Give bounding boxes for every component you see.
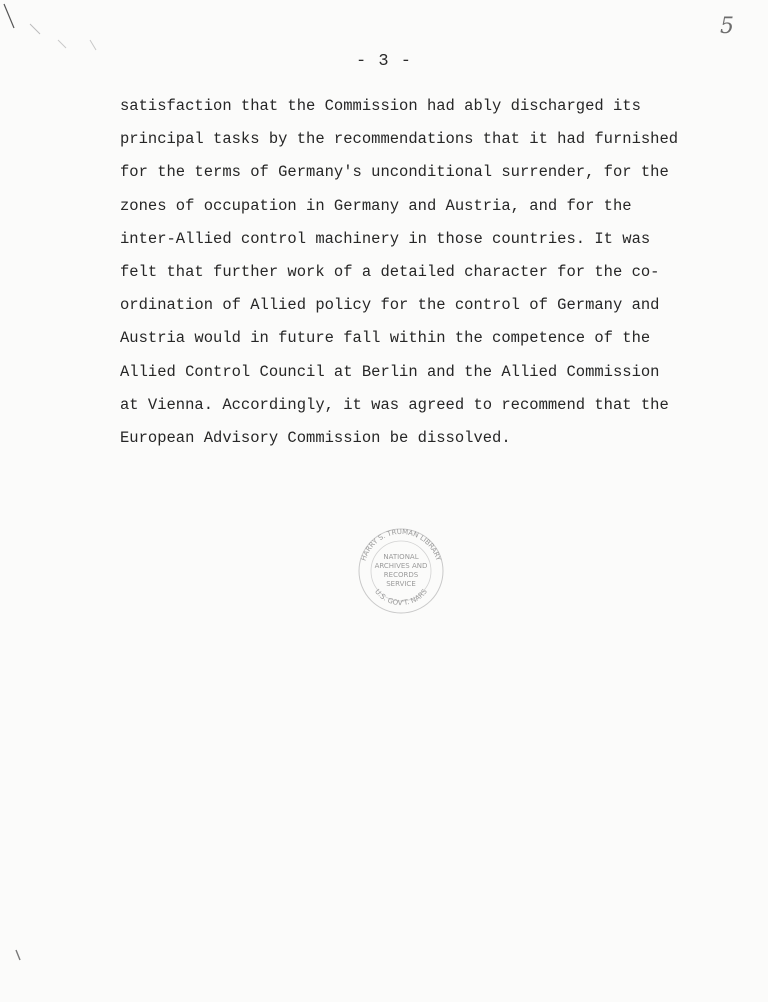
paragraph-line: ordination of Allied policy for the control of Germany and: [120, 296, 660, 315]
svg-text:U.S. GOV'T. NARS: [373, 587, 429, 607]
stamp-center-line: ARCHIVES AND: [374, 562, 428, 570]
stamp-center-line: NATIONAL: [383, 553, 419, 561]
archive-stamp: [352, 525, 450, 615]
stamp-center-line: RECORDS: [383, 571, 419, 579]
paragraph-line: European Advisory Commission be dissolved.: [120, 429, 511, 448]
paragraph-line: inter-Allied control machinery in those countries. It was: [120, 229, 651, 248]
stamp-center-line: SERVICE: [386, 580, 416, 588]
paragraph-line: satisfaction that the Commission had ably discharged its: [120, 97, 641, 115]
paragraph-line: Allied Control Council at Berlin and the Allied Commission: [120, 362, 660, 381]
paragraph-line: principal tasks by the recommendations that it had furnished: [120, 130, 679, 149]
page-header: - 3 -: [355, 52, 412, 71]
paragraph-line: at Vienna. Accordingly, it was agreed to recommend that the: [120, 395, 669, 414]
scan-speck: [14, 948, 22, 962]
paragraph-line: for the terms of Germany's unconditional surrender, for the: [120, 163, 669, 182]
body-paragraph: [120, 90, 730, 455]
handwritten-page-number: 5: [720, 14, 734, 39]
stamp-bottom-text: U.S. GOV'T. NARS: [373, 587, 429, 608]
stamp-ring-text: HARRY S. TRUMAN LIBRARY: [359, 527, 443, 562]
paragraph-line: Austria would in future fall within the competence of the: [120, 329, 651, 348]
paragraph-line: felt that further work of a detailed character for the co-: [120, 263, 660, 282]
paragraph-line: zones of occupation in Germany and Austria, and for the: [120, 196, 632, 215]
